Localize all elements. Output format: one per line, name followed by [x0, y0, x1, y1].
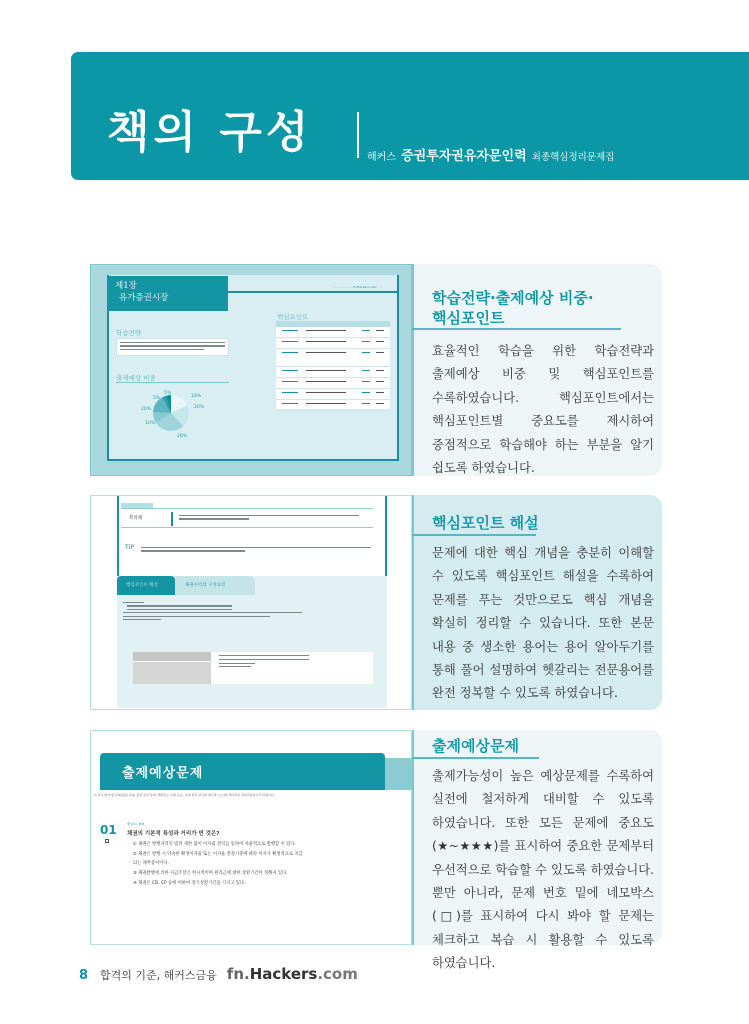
questions-title: 출제예상문제	[122, 766, 204, 781]
site-suffix: .com	[317, 965, 358, 983]
section-body: 출제가능성이 높은 예상문제를 수록하여 실전에 철저하게 대비할 수 있도록 하였습니다. 또한 모든 문제에 중요도(★~★★★)를 표시하여 중요한 문제부터 우선적으로 학습할 수 있도록 하였습니다. 뿐만 아니라, 문제 번호 밑에 네모박스(□)를 표시하여 다시 봐야 할 문제는 체크하고 복습 시 활용할 수 있도록 하였습니다.	[432, 769, 654, 971]
questions-description	[412, 730, 662, 971]
strategy-label: 학습전략	[116, 329, 142, 337]
pie-label: 10%	[145, 421, 156, 426]
weight-label: 출제예상 비중	[116, 374, 156, 382]
pie-label: 5%	[153, 396, 161, 401]
tip-label: TIP	[125, 544, 135, 551]
section-practice-questions	[90, 730, 662, 971]
review-note: ☑ 다시 봐야 할 문제(틀린 문제, 풀지 못한 문제, 헷갈리는 문제 등)는 문제 번호 하단의 네모박스(□)에 체크하여 반복학습하시기 바랍니다.	[94, 793, 275, 797]
strategy-thumbnail	[90, 264, 412, 476]
weight-rule	[116, 382, 229, 383]
answer-option: 되는 채무증서이다.	[133, 861, 169, 866]
page-footer	[79, 965, 358, 983]
pie-label: 28%	[177, 434, 188, 439]
answer-option: ③ 채권발행에 의한 자금조달은 한시적이며 원리금에 대한 상환기간이 정해져 있다.	[133, 871, 288, 876]
chapter-box	[107, 276, 228, 311]
keypoint-table	[276, 321, 390, 409]
questions-thumbnail	[90, 730, 412, 945]
page-title: 책의 구성	[107, 107, 313, 158]
difficulty-stars: 중요도 ★★	[127, 822, 145, 826]
review-checkbox	[105, 839, 109, 843]
book-subtitle	[367, 145, 614, 164]
answer-option: ② 채권은 발행 시 약속한 확정이자율 또는 이자율 결정기준에 따라 이자가 확정적으로 지급	[133, 852, 303, 857]
title-underline	[412, 757, 539, 759]
components-table	[133, 652, 373, 684]
tab-topic: 채권수익의 구성요인	[175, 576, 255, 595]
section-title: 학습전략·출제예상 비중· 핵심포인트	[432, 289, 594, 327]
header-banner	[71, 52, 749, 180]
title-divider	[357, 112, 359, 158]
pie-label: 5%	[164, 391, 172, 396]
explanation-panel	[117, 576, 387, 708]
explanation-thumbnail	[90, 495, 412, 710]
subtitle-main: 증권투자권유자문인력	[401, 149, 527, 164]
answer-option: ① 채권은 발행자격의 법적 제한 없이 이사회 결의를 통하여 자율적으로 발행할 수 있다.	[133, 842, 296, 847]
thumbnail-header-text: ··· ········· ····· fn.Hackers.com	[334, 285, 377, 289]
section-keypoint-explanation	[90, 495, 662, 710]
question-number: 01	[100, 823, 117, 837]
pie-label: 18%	[191, 394, 202, 399]
footer-slogan: 합격의 기준, 해커스금융	[100, 969, 217, 982]
section-title: 핵심포인트 해설	[432, 514, 539, 532]
questions-title-bar	[100, 753, 385, 790]
section-body: 효율적인 학습을 위한 학습전략과 출제예상 비중 및 핵심포인트를 수록하였습니다. 핵심포인트에서는 핵심포인트별 중요도를 제시하여 중점적으로 학습해야 하는 부분을 알기 쉽도록 하였습니다.	[432, 344, 654, 476]
title-underline	[412, 328, 621, 330]
chapter-number: 제1장	[115, 281, 137, 291]
explanation-description	[412, 495, 662, 710]
pie-label: 20%	[194, 405, 205, 410]
question-text: 채권의 기본적 특성과 거리가 먼 것은?	[127, 831, 220, 837]
term-word: 복리채	[129, 516, 143, 521]
pie-label: 20%	[141, 407, 152, 412]
section-title: 출제예상문제	[432, 737, 519, 755]
section-strategy	[90, 264, 662, 476]
chapter-title: 유가증권시장	[119, 293, 169, 303]
site-brand: Hackers	[249, 965, 318, 983]
site-prefix: fn.	[226, 965, 250, 983]
subtitle-brand: 해커스	[367, 152, 396, 163]
answer-option: ④ 채권은 CD, CP 등에 비하여 장기상환기간을 가지고 있다.	[133, 881, 246, 886]
section-body: 문제에 대한 핵심 개념을 충분히 이해할 수 있도록 핵심포인트 해설을 수록하여 문제를 푸는 것만으로도 핵심 개념을 확실히 정리할 수 있습니다. 또한 본문 내용 중 생소한 용어는 용어 알아두기를 통해 풀어 설명하여 헷갈리는 전문용어를 완전 정복할 수 있도록 하였습니다.	[432, 546, 654, 701]
keypoint-label: 핵심포인트	[277, 313, 309, 321]
term-box	[121, 508, 373, 528]
strategy-box	[116, 338, 229, 356]
tab-keypoint: 핵심포인트 해설	[117, 576, 175, 595]
page-number: 8	[79, 968, 89, 983]
strategy-description	[412, 264, 662, 476]
title-underline	[412, 534, 536, 536]
subtitle-suffix: 최종핵심정리문제집	[531, 152, 615, 163]
thumbnail-top-rule	[228, 291, 399, 293]
